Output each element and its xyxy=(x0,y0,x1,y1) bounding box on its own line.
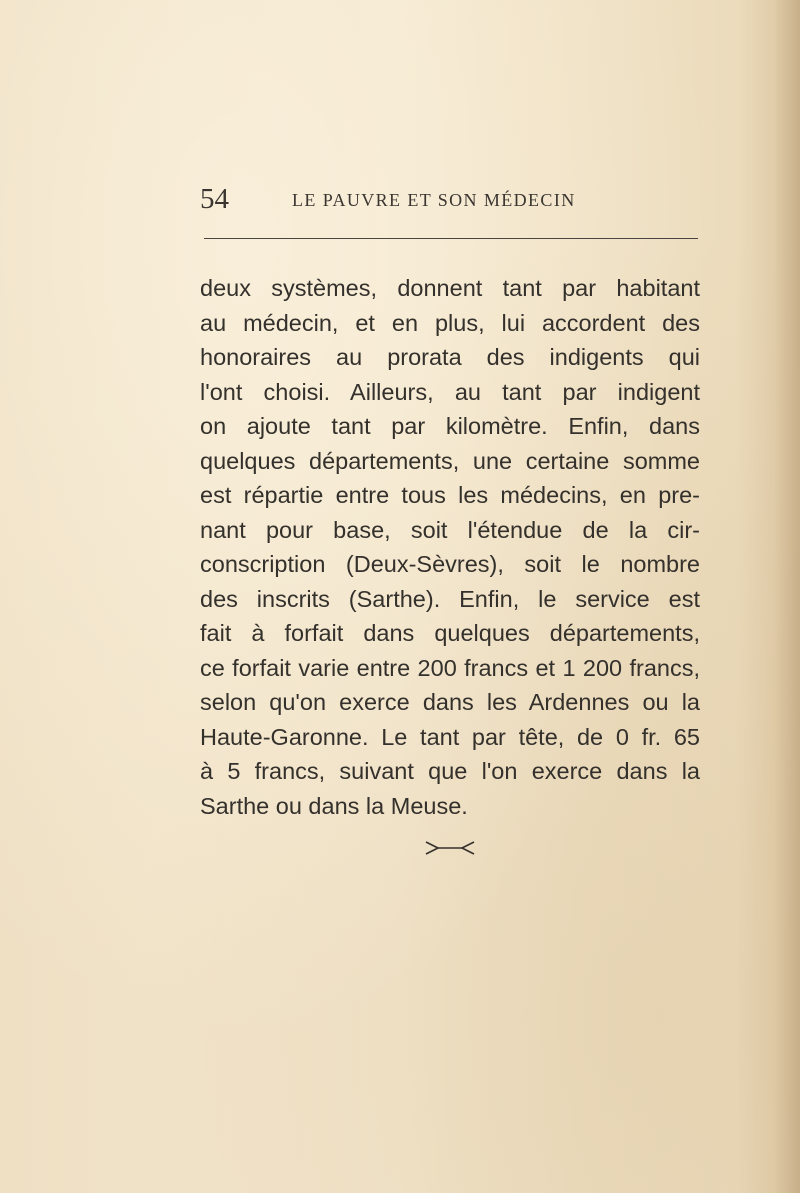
page-number: 54 xyxy=(200,183,229,215)
text-line: Haute-Garonne. Le tant par tête, de 0 fr. 65 xyxy=(200,723,700,750)
text-line: nant pour base, soit l'étendue de la cir- xyxy=(200,516,700,543)
running-head xyxy=(200,183,700,215)
page-edge-shadow xyxy=(774,0,800,1193)
text-line: ce forfait varie entre 200 francs et 1 200 francs, xyxy=(200,654,700,681)
text-line: est répartie entre tous les médecins, en pre- xyxy=(200,482,700,508)
text-line: quelques départements, une certaine somme xyxy=(200,447,700,474)
text-line: deux systèmes, donnent tant par habitant xyxy=(200,275,700,301)
text-line: selon qu'on exerce dans les Ardennes ou la xyxy=(200,689,700,715)
header-rule xyxy=(204,238,698,239)
text-line: conscription (Deux-Sèvres), soit le nombre xyxy=(200,551,700,577)
text-line: honoraires au prorata des indigents qui xyxy=(200,344,700,370)
body-paragraph xyxy=(200,271,700,823)
text-line: des inscrits (Sarthe). Enfin, le service est xyxy=(200,585,700,612)
text-line: on ajoute tant par kilomètre. Enfin, dans xyxy=(200,413,700,439)
text-line: l'ont choisi. Ailleurs, au tant par indigent xyxy=(200,378,700,405)
text-line: à 5 francs, suivant que l'on exerce dans la xyxy=(200,758,700,784)
text-line: au médecin, et en plus, lui accordent des xyxy=(200,309,700,336)
text-line: Sarthe ou dans la Meuse. xyxy=(200,792,468,819)
tailpiece-ornament-icon xyxy=(420,838,480,858)
running-title: LE PAUVRE ET SON MÉDECIN xyxy=(292,190,576,210)
text-line: fait à forfait dans quelques départements, xyxy=(200,620,700,646)
